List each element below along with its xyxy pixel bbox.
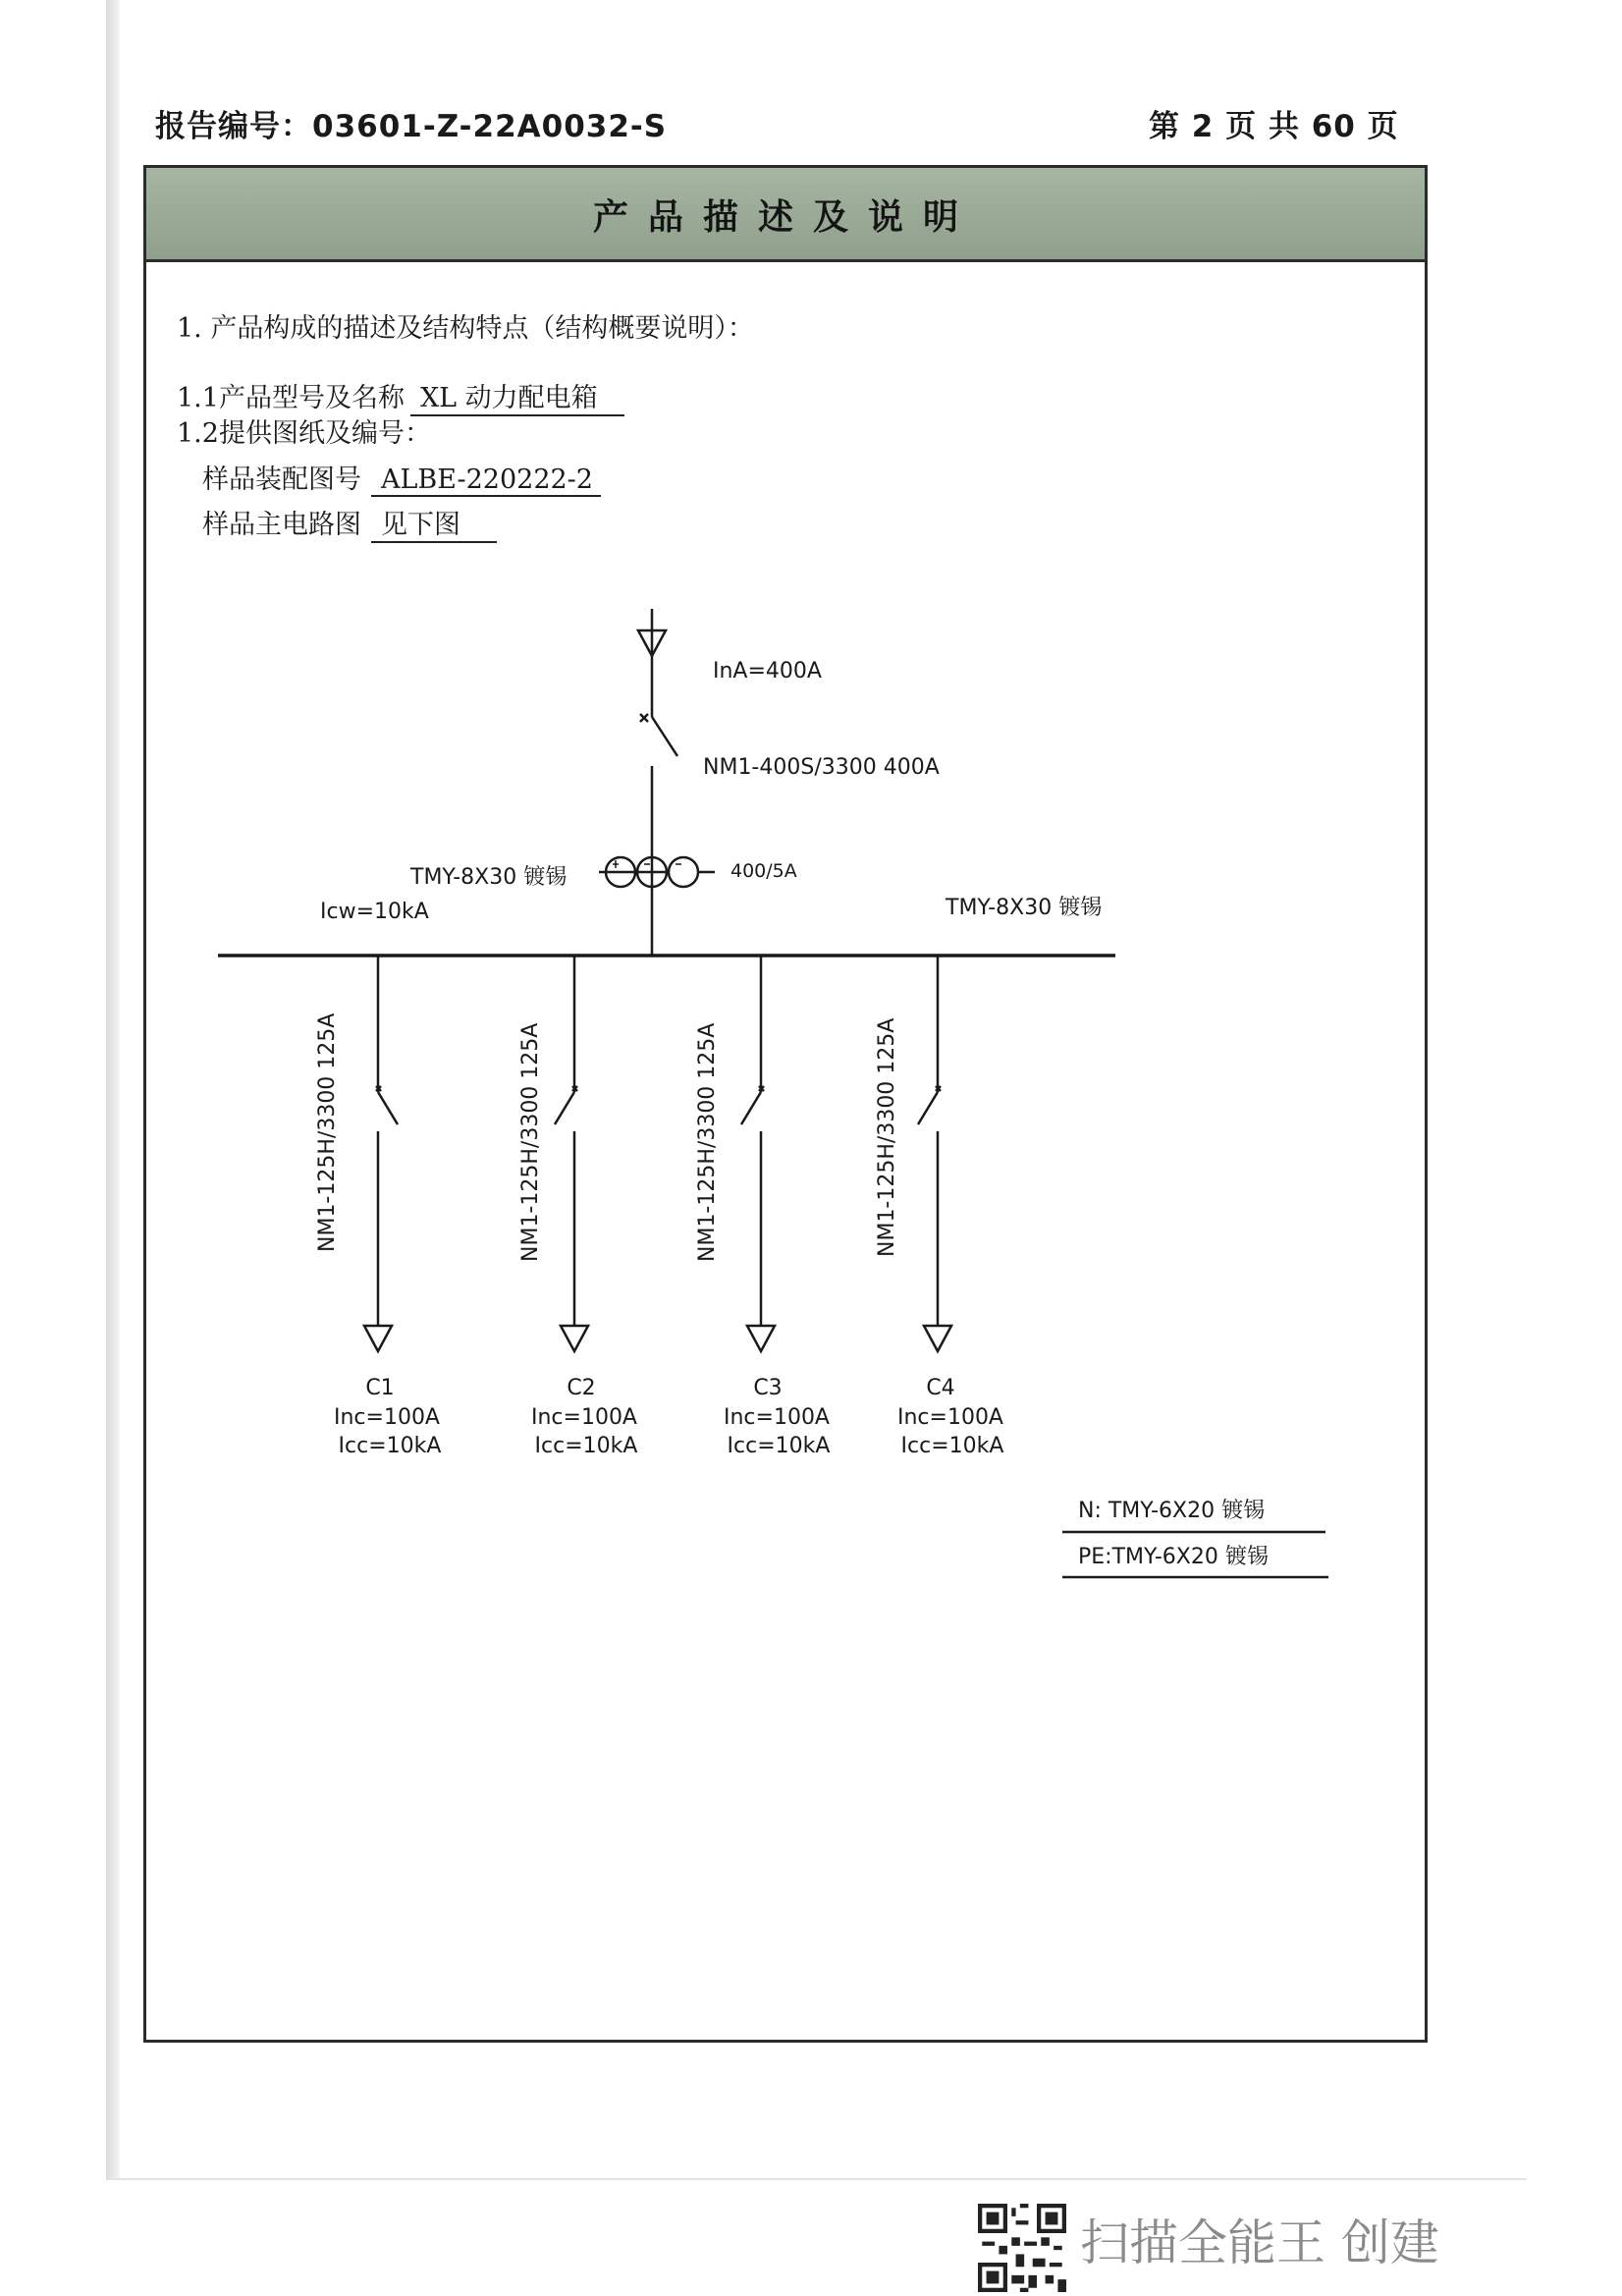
main-breaker-label: NM1-400S/3300 400A bbox=[703, 755, 940, 780]
branch-c3-breaker-label: NM1-125H/3300 125A bbox=[695, 1022, 720, 1262]
branch-c3-name: C3 bbox=[753, 1376, 783, 1400]
item-1-1-value: XL 动力配电箱 bbox=[410, 376, 624, 416]
report-number: 报告编号：03601-Z-22A0032-S bbox=[155, 109, 668, 144]
icw-label: Icw=10kA bbox=[320, 900, 429, 924]
branch-c1-icc: Icc=10kA bbox=[338, 1434, 442, 1458]
branch-c2-symbol bbox=[555, 956, 588, 1351]
branch-c3-inc: Inc=100A bbox=[723, 1405, 831, 1430]
busbar-left-label: TMY-8X30 镀锡 bbox=[410, 865, 568, 890]
branch-c4-icc: Icc=10kA bbox=[900, 1434, 1004, 1458]
assembly-drawing-label: 样品装配图号 bbox=[202, 465, 361, 495]
branch-c4-name: C4 bbox=[926, 1376, 955, 1400]
circuit-drawing-label: 样品主电路图 bbox=[202, 510, 361, 540]
page-number: 第 2 页 共 60 页 bbox=[1149, 109, 1399, 144]
section-title: 产品描述及说明 bbox=[592, 196, 978, 238]
busbar-right-label: TMY-8X30 镀锡 bbox=[946, 896, 1103, 920]
branch-c2-breaker-label: NM1-125H/3300 125A bbox=[518, 1022, 543, 1262]
branch-c1-breaker-label: NM1-125H/3300 125A bbox=[315, 1012, 340, 1252]
item-1-heading: 1. 产品构成的描述及结构特点（结构概要说明）： bbox=[177, 313, 754, 344]
n-bus-label: N: TMY-6X20 镀锡 bbox=[1078, 1499, 1266, 1523]
branch-c4-breaker-label: NM1-125H/3300 125A bbox=[875, 1017, 899, 1257]
branch-c3-icc: Icc=10kA bbox=[727, 1434, 831, 1458]
branch-c3-symbol bbox=[741, 956, 775, 1351]
incoming-current-label: InA=400A bbox=[713, 659, 822, 683]
ct-ratio-label: 400/5A bbox=[730, 860, 797, 882]
branch-c2-inc: Inc=100A bbox=[530, 1405, 638, 1430]
item-1-2-heading: 1.2提供图纸及编号： bbox=[177, 418, 431, 449]
branch-c4-symbol bbox=[918, 956, 951, 1351]
main-breaker-contact bbox=[652, 717, 677, 756]
scanner-watermark: 扫描全能王 创建 bbox=[1080, 2214, 1439, 2271]
branch-c1-symbol bbox=[364, 956, 398, 1351]
branch-c4-inc: Inc=100A bbox=[896, 1405, 1004, 1430]
ct-circle-right bbox=[669, 857, 698, 887]
item-1-1-label: 1.1产品型号及名称 bbox=[177, 383, 405, 413]
circuit-drawing-value: 见下图 bbox=[371, 503, 497, 543]
branch-c2-name: C2 bbox=[567, 1376, 596, 1400]
branch-c1-name: C1 bbox=[365, 1376, 395, 1400]
branch-c2-icc: Icc=10kA bbox=[534, 1434, 638, 1458]
scanner-qr-icon bbox=[978, 2204, 1066, 2292]
branch-c1-inc: Inc=100A bbox=[333, 1405, 441, 1430]
assembly-drawing-value: ALBE-220222-2 bbox=[371, 465, 601, 497]
pe-bus-label: PE:TMY-6X20 镀锡 bbox=[1078, 1545, 1269, 1569]
